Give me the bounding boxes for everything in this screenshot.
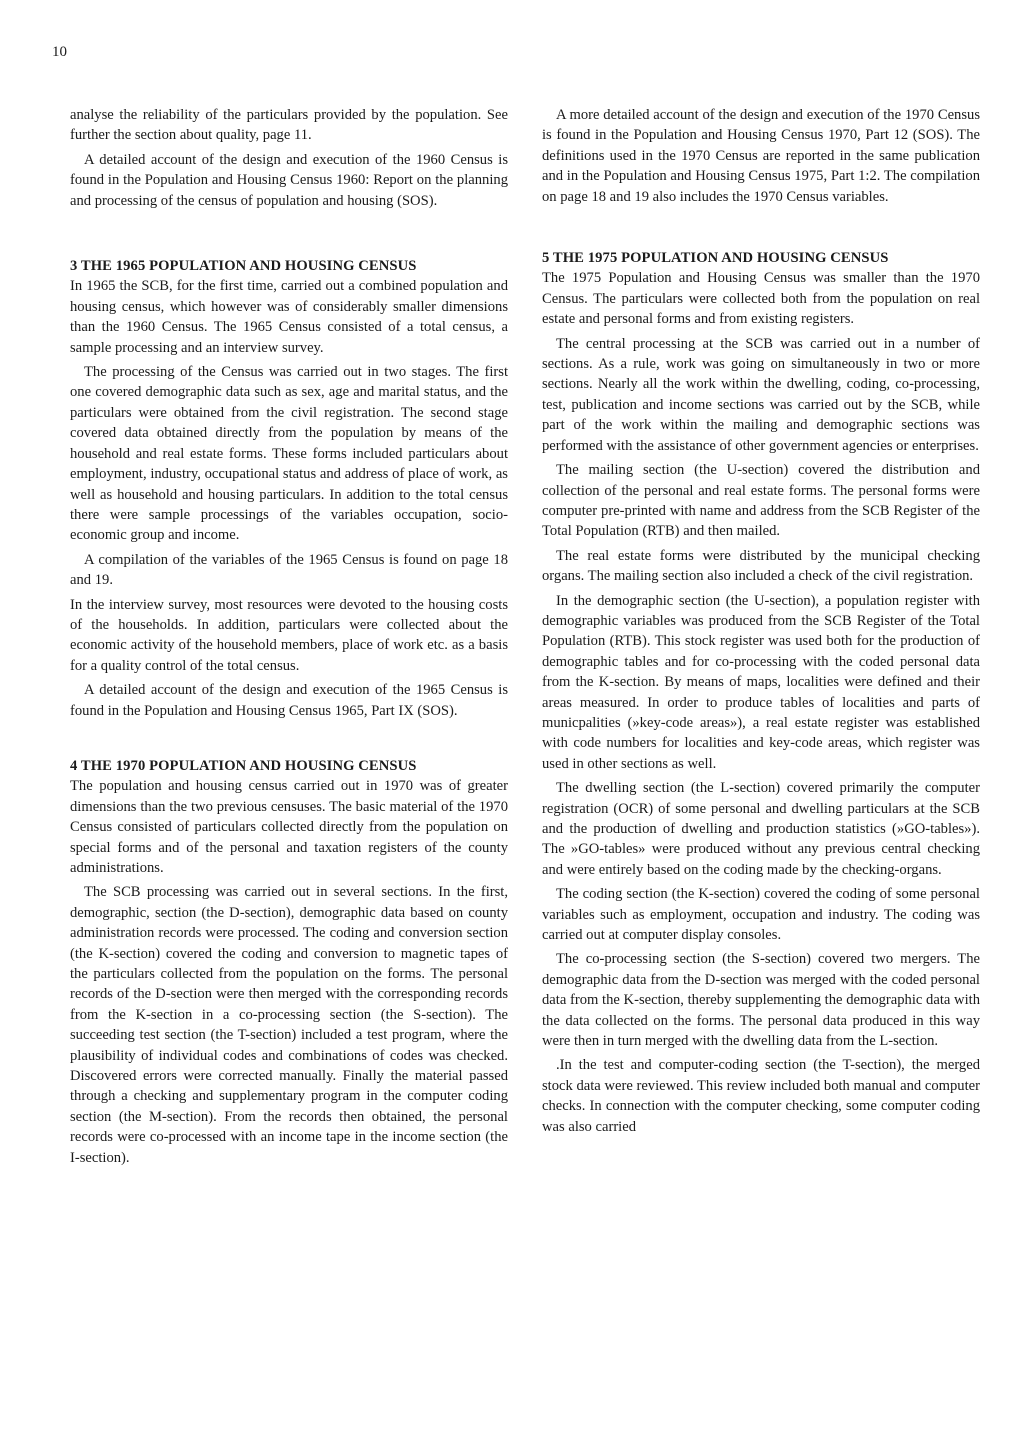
paragraph: The central processing at the SCB was carried out in a number of sections. As a rule, work was going on simultaneously in two or more sections. Nearly all the work within the dwelling, coding, co-processing, test, publication and income sections was carried out by the SCB, while part of the work within the mailing and demographic sections was performed with the assistance of other government agencies or enterprises.	[542, 335, 980, 454]
paragraph: A detailed account of the design and execution of the 1960 Census is found in the Population and Housing Census 1960: Report on the planning and processing of the census of population and housing (SOS).	[70, 151, 508, 209]
paragraph: .In the test and computer-coding section (the T-section), the merged stock data were reviewed. This review included both manual and computer checks. In connection with the computer checking, some computer coding was also carried	[542, 1057, 980, 1135]
section-heading-3: 3 THE 1965 POPULATION AND HOUSING CENSUS	[70, 258, 417, 275]
paragraph: The real estate forms were distributed by the municipal checking organs. The mailing section also included a check of the civil registration.	[542, 547, 980, 585]
paragraph: The population and housing census carried out in 1970 was of greater dimensions than the two previous censuses. The basic material of the 1970 Census consisted of particulars collected directly from the population on special forms and of the personal and taxation registers of the county administrations.	[70, 778, 508, 876]
paragraph: The coding section (the K-section) covered the coding of some personal variables such as employment, occupation and industry. The coding was carried out at computer display consoles.	[542, 886, 980, 944]
paragraph: The dwelling section (the L-section) covered primarily the computer registration (OCR) of some personal and dwelling particulars at the SCB and the production of dwelling and production statistics (»GO-tables»). The »GO-tables» were produced without any previous central checking and were entirely based on the coding made by the checking-organs.	[542, 780, 980, 878]
section-heading-5: 5 THE 1975 POPULATION AND HOUSING CENSUS	[542, 250, 889, 267]
right-column	[542, 105, 980, 1141]
paragraph: analyse the reliability of the particulars provided by the population. See further the section about quality, page 11.	[70, 107, 508, 144]
paragraph: A detailed account of the design and execution of the 1965 Census is found in the Population and Housing Census 1965, Part IX (SOS).	[70, 682, 508, 719]
paragraph: The processing of the Census was carried out in two stages. The first one covered demographic data such as sex, age and marital status, and the particulars were obtained from the civil registration. The second stage covered data obtained directly from the population by means of the household and real estate forms. These forms included particulars about employment, industry, occupational status and address of place of work, as well as household and housing particulars. In addition to the total census there were sample processings of the variables occupation, socio-economic group and income.	[70, 364, 508, 544]
paragraph: In the demographic section (the U-section), a population register with demographic variables was produced from the SCB Register of the Total Population (RTB). This stock register was used both for the production of demographic tables and for co-processing with the coded personal data from the K-section. By means of maps, localities were defined and their areas measured. In order to produce tables of localities and parts of municpalities (»key-code areas»), a real estate register was established with code numbers for localities and key-code areas, which register was used in other sections as well.	[542, 592, 980, 772]
paragraph: The mailing section (the U-section) covered the distribution and collection of the personal and real estate forms. The personal forms were computer pre-printed with name and address from the SCB Register of the Total Population (RTB) and then mailed.	[542, 462, 980, 540]
paragraph: In 1965 the SCB, for the first time, carried out a combined population and housing census, which however was of considerably smaller dimensions than the 1960 Census. The 1965 Census consisted of a total census, a sample processing and an interview survey.	[70, 278, 508, 356]
paragraph: The 1975 Population and Housing Census was smaller than the 1970 Census. The particulars were collected both from the population on real estate and personal forms and from existing registers.	[542, 270, 980, 328]
section-heading-4: 4 THE 1970 POPULATION AND HOUSING CENSUS	[70, 757, 417, 774]
paragraph: A compilation of the variables of the 1965 Census is found on page 18 and 19.	[70, 551, 508, 589]
paragraph: The SCB processing was carried out in several sections. In the first, demographic, section (the D-section), demographic data based on county administration records were processed. The coding and conversion section (the K-section) covered the coding and conversion to magnetic tapes of the particulars collected from the population on the forms. The personal records of the D-section were then merged with the corresponding records from the K-section in a co-processing section (the S-section). The succeeding test section (the T-section) included a test program, where the plausibility of individual codes and combinations of codes was checked. Discovered errors were corrected manually. Finally the material passed through a checking and supplementary program in the computer coding section (the M-section). From the records then obtained, the personal records were co-processed with an income tape in the income section (the I-section).	[70, 884, 508, 1166]
paragraph: In the interview survey, most resources were devoted to the housing costs of the households. In addition, particulars were collected about the economic activity of the household members, place of work etc. as a basis for a quality control of the total census.	[70, 596, 508, 674]
paragraph: A more detailed account of the design and execution of the 1970 Census is found in the Population and Housing Census 1970, Part 12 (SOS). The definitions used in the 1970 Census are reported in the same publication and in the Population and Housing Census 1975, Part 1:2. The compilation on page 18 and 19 also includes the 1970 Census variables.	[542, 107, 980, 205]
left-column	[70, 105, 508, 1172]
page-number: 10	[52, 44, 67, 60]
paragraph: The co-processing section (the S-section) covered two mergers. The demographic data from the D-section was merged with the coded personal data from the K-section, thereby supplementing the demographic data with the data collected on the forms. The personal data produced in this way were then in turn merged with the dwelling data from the L-section.	[542, 951, 980, 1050]
